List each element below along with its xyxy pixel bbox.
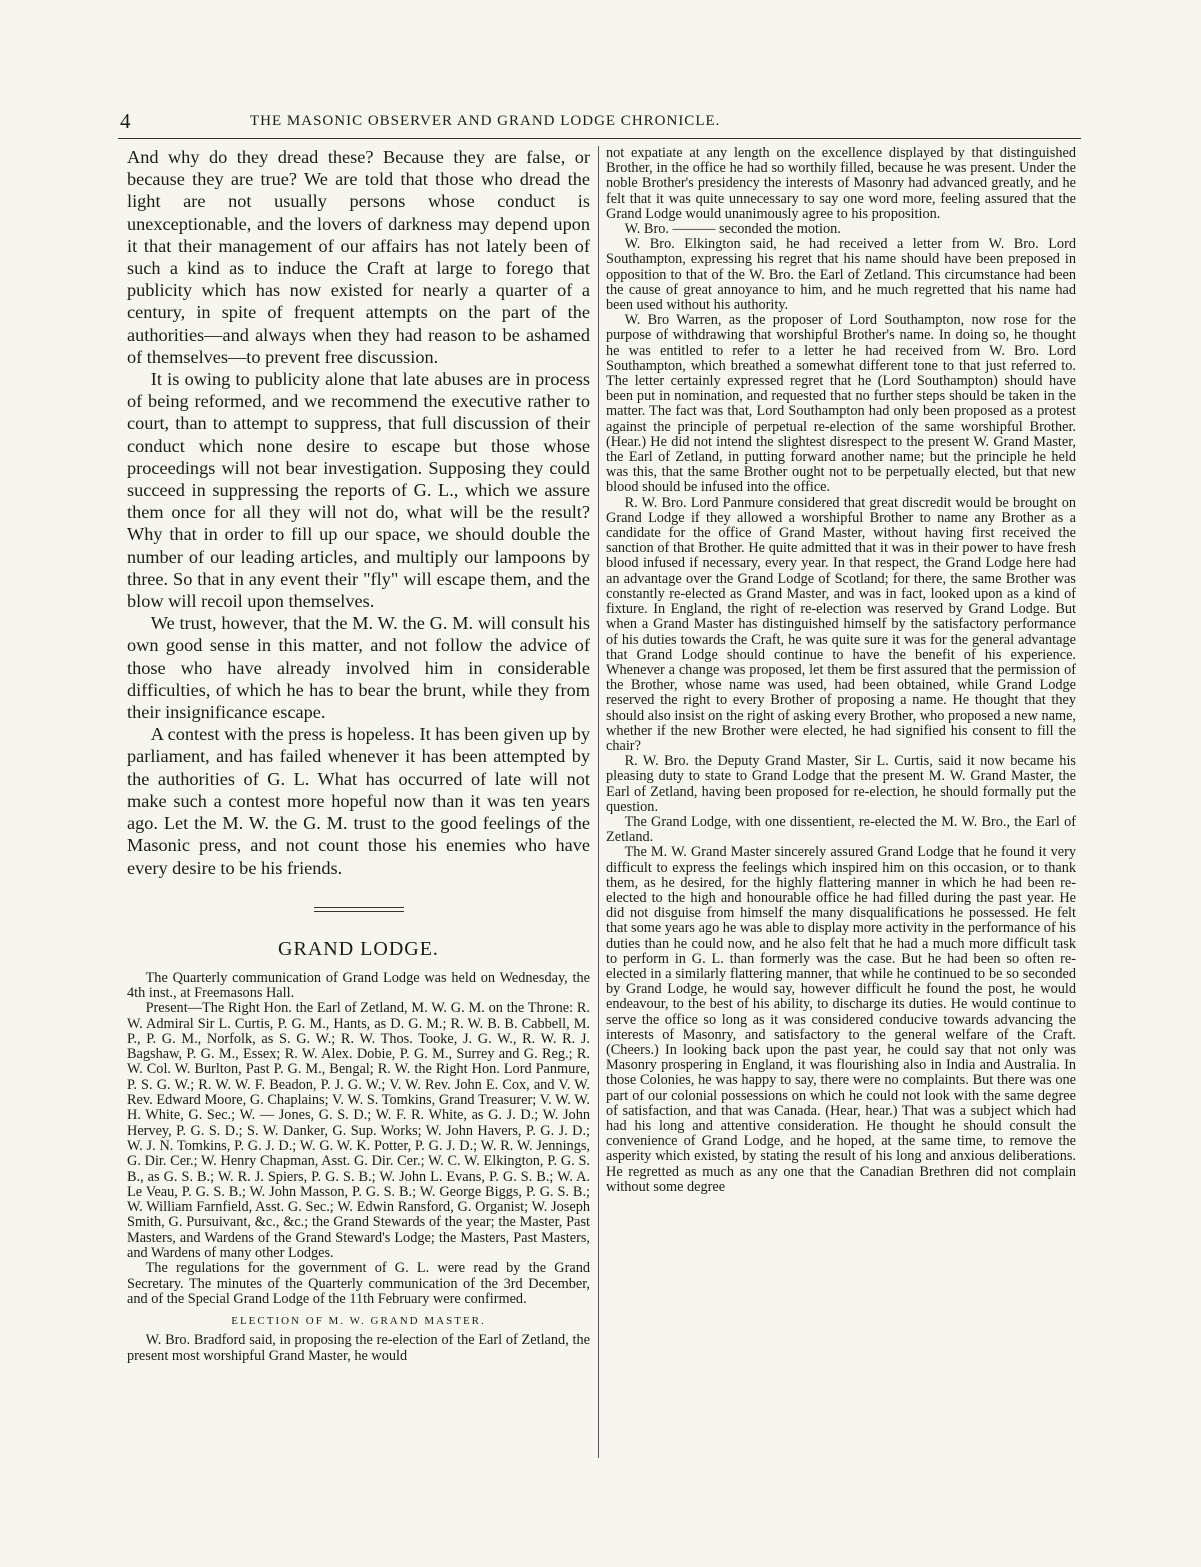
report-paragraph: W. Bro. Bradford said, in proposing the re-election of the Earl of Zetland, the present most worshipful Grand Master, he would [127,1332,590,1364]
report-paragraph: The Quarterly communication of Grand Lodge was held on Wednesday, the 4th inst., at Freemasons Hall. [127,969,590,1001]
section-separator [314,907,404,912]
header-rule [118,138,1081,139]
report-paragraph: W. Bro. Elkington said, he had received a letter from W. Bro. Lord Southampton, expressing his regret that his name should have been preposed in opposition to that of the W. Bro. the Earl of Zetland. This circumstance had been the cause of great annoyance to him, and he much regretted that his name had been used without his authority. [606,236,1076,314]
report-paragraph: not expatiate at any length on the excellence displayed by that distinguished Brother, in the office he had so worthily filled, because he was present. Under the noble Brother's presidency the interests of Masonry had advanced greatly, and he felt that it was quite unnecessary to say one word more, feeling assured that the Grand Lodge would unanimously agree to his proposition. [606,145,1076,222]
report-paragraph: The M. W. Grand Master sincerely assured Grand Lodge that he found it very difficult to express the feelings which inspired him on this occasion, or to thank them, as he desired, for the highly flattering manner in which he had been re-elected to the high and honourable office he had filled during the past year. He did not disguise from himself the many disqualifications he possessed. He felt that some years ago he was able to display more activity in the performance of his duties than he could now, and he also felt that he had a much more difficult task to perform in G. L. than formerly was the case. But he had been so often re-elected in a similarly flattering manner, that while he continued to be so seconded by Grand Lodge, he would say, however difficult he found the post, he would endeavour, to the best of his ability, to discharge its duties. He would continue to serve the office so long as it was considered conducive towards advancing the interests of Masonry, and satisfactory to the general welfare of the Craft. (Cheers.) In looking back upon the past year, he could say that not only was Masonry prospering in England, it was flourishing also in India and Australia. In those Colonies, he was happy to say, there were no complaints. But there was one part of our colonial possessions on which he could not look with the same degree of satisfaction, and that was Canada. (Hear, hear.) That was a subject which had had his long and attentive consideration. He thought he should consult the convenience of Grand Lodge, and he hoped, at the same time, to remove the asperity which existed, by stating the result of his long and anxious deliberations. He regretted as much as any one that the Canadian Brethren did not complain without some degree [606,844,1076,1195]
leading-article [127,146,590,879]
article-paragraph: A contest with the press is hopeless. It has been given up by parliament, and has failed whenever it has been attempted by the authorities of G. L. What has occurred of late will not make such a contest more hopeful now than it was ten years ago. Let the M. W. the G. M. trust to the good feelings of the Masonic press, and not count those his enemies who have every desire to be his friends. [127,724,590,878]
left-column [127,146,590,1364]
report-paragraph: The Grand Lodge, with one dissentient, re-elected the M. W. Bro., the Earl of Zetland. [606,813,1076,846]
article-paragraph: And why do they dread these? Because they are false, or because they are true? We are told that those who dread the light are not usually persons whose conduct is unexceptionable, and the lovers of darkness may depend upon it that their management of our affairs has not lately been of such a kind as to induce the Craft at large to forego that publicity which has now existed for nearly a quarter of a century, in spite of frequent attempts on the part of the authorities—and always when they had reason to be ashamed of themselves—to prevent free discussion. [127,147,590,367]
report-paragraph: W. Bro Warren, as the proposer of Lord Southampton, now rose for the purpose of withdrawing that worshipful Brother's name. In doing so, he thought he was entitled to refer to a letter he had received from W. Bro. Lord Southampton, which breathed a somewhat different tone to that just referred to. The letter certainly expressed regret that he (Lord Southampton) should have been put in nomination, and requested that no further steps should be taken in the matter. The fact was that, Lord Southampton had only been proposed as a protest against the principle of perpetual re-election of the same worshipful Brother. (Hear.) He did not intend the slightest disrespect to the present W. Grand Master, the Earl of Zetland, in putting forward another name; but the principle he held was this, that the same Brother ought not to be perpetually elected, but that new blood should be infused into the office. [606,312,1076,496]
section-title: GRAND LODGE. [278,937,439,960]
page-number: 4 [120,109,131,133]
column-rule [598,146,599,1458]
report-paragraph: W. Bro. ——— seconded the motion. [624,221,841,238]
report-paragraph: Present—The Right Hon. the Earl of Zetland, M. W. G. M. on the Throne: R. W. Admiral Sir L. Curtis, P. G. M., Hants, as D. G. M.; R. W. B. B. Cabbell, M. P., P. G. M., Norfolk, as S. G. W.; R. W. Thos. Tooke, J. G. W., R. W. R. J. Bagshaw, P. G. M., Essex; R. W. Alex. Dobie, P. G. M., Surrey and G. Reg.; R. W. Col. W. Burlton, Past P. G. M., Bengal; R. W. the Right Hon. Lord Panmure, P. S. G. W.; R. W. W. F. Beadon, P. J. G. W.; V. W. Rev. John E. Cox, and V. W. Rev. Edward Moore, G. Chaplains; V. W. S. Tomkins, Grand Treasurer; V. W. W. H. White, G. Sec.; W. — Jones, G. S. D.; W. F. R. White, as G. J. D.; W. John Hervey, P. G. S. D.; S. W. Danker, G. Sup. Works; W. John Havers, P. G. J. D.; W. J. N. Tomkins, P. G. J. D.; W. G. W. K. Potter, P. G. J. D.; W. R. W. Jennings, G. Dir. Cer.; W. Henry Chapman, Asst. G. Dir. Cer.; W. C. W. Elkington, P. G. S. B., as G. S. B.; W. R. J. Spiers, P. G. S. B.; W. John L. Evans, P. G. S. B.; W. A. Le Veau, P. G. S. B.; W. John Masson, P. G. S. B.; W. George Biggs, P. G. S. B.; W. William Farnfield, Asst. G. Sec.; W. Edwin Ransford, G. Organist; W. Joseph Smith, G. Pursuivant, &c., &c.; the Grand Stewards of the year; the Master, Past Masters, and Wardens of the Grand Steward's Lodge; the Masters, Past Masters, and Wardens of many other Lodges. [127,1000,590,1262]
report-paragraph: The regulations for the government of G. L. were read by the Grand Secretary. The minutes of the Quarterly communication of the 3rd December, and of the Special Grand Lodge of the 11th February were confirmed. [127,1260,590,1307]
article-paragraph: We trust, however, that the M. W. the G. M. will consult his own good sense in this matter, and not follow the advice of those who have already involved him in considerable difficulties, of which he has to bear the brunt, while they from their insignificance escape. [127,613,590,723]
running-title: THE MASONIC OBSERVER AND GRAND LODGE CHRONICLE. [250,113,721,129]
report-paragraph: R. W. Bro. the Deputy Grand Master, Sir L. Curtis, said it now became his pleasing duty to state to Grand Lodge that the present M. W. Grand Master, the Earl of Zetland, having been proposed for re-election, he should formally put the question. [606,753,1076,815]
grand-lodge-report [127,971,590,1364]
report-paragraph: R. W. Bro. Lord Panmure considered that great discredit would be brought on Grand Lodge if they allowed a worshipful Brother to name any Brother as a candidate for the office of Grand Master, without having first received the sanction of that Brother. He quite admitted that it was in their power to have fresh blood infused if necessary, every year. In that respect, the Grand Lodge here had an advantage over the Grand Lodge of Scotland; for there, the same Brother was constantly re-elected as Grand Master, and was in fact, looked upon as a kind of fixture. In England, the right of re-election was reserved by Grand Lodge. But when a Grand Master has distinguished himself by the satisfactory performance of his duties towards the Craft, he was quite sure it was for the general advantage that Grand Lodge should continue to have the benefit of his experience. Whenever a change was proposed, let them be first assured that the permission of the Brother, whose name was used, had been obtained, while Grand Lodge reserved the right to every Brother of proposing a name. He thought that they should also insist on the right of asking every Brother, who proposed a new name, whether if the new Brother were elected, he had signified his consent to fill the chair? [606,494,1076,754]
article-paragraph: It is owing to publicity alone that late abuses are in process of being reformed, and we recommend the executive rather to court, than to attempt to suppress, that full discussion of their conduct which none desire to escape but those whose proceedings will not bear investigation. Supposing they could succeed in suppressing the reports of G. L., which we assure them once for all they will not do, what will be the result? Why that in order to fill up our space, we should double the number of our leading articles, and multiply our lampoons by three. So that in any event their "fly" will escape them, and the blow will recoil upon themselves. [127,369,590,612]
election-subheading: ELECTION OF M. W. GRAND MASTER. [231,1315,486,1328]
right-column [606,146,1076,1195]
